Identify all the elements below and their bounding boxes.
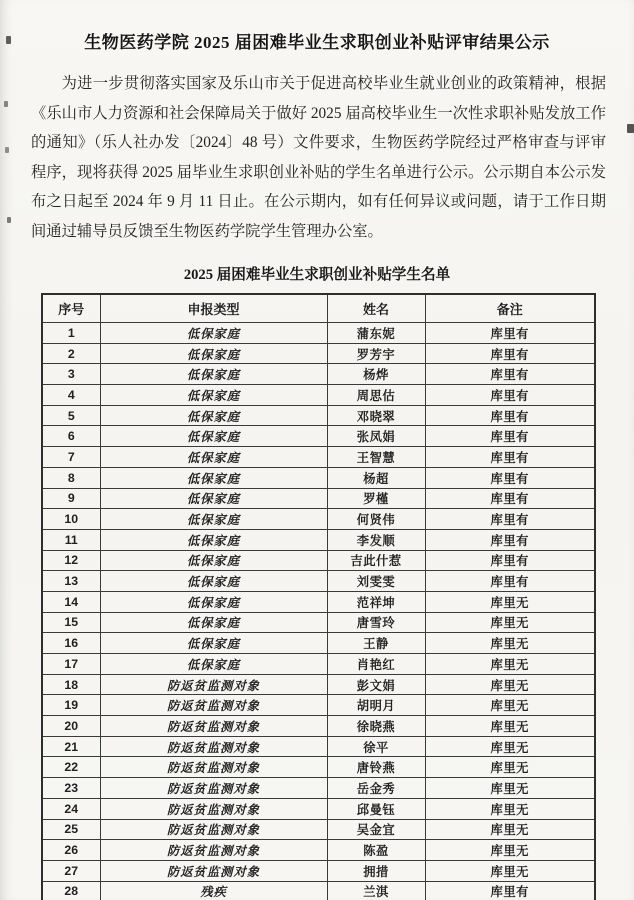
- table-row: [42, 674, 595, 695]
- cell-apply-type: 防返贫监测对象: [100, 778, 327, 799]
- cell-apply-type: 低保家庭: [100, 426, 327, 447]
- table-row: [42, 633, 595, 654]
- table-row: [42, 612, 595, 633]
- cell-student-name: 兰淇: [327, 881, 425, 900]
- cell-remark: 库里有: [425, 550, 595, 571]
- cell-apply-type: 防返贫监测对象: [100, 716, 327, 737]
- cell-student-name: 罗槿: [327, 488, 425, 509]
- cell-remark: 库里无: [425, 633, 595, 654]
- cell-student-name: 李发顺: [327, 529, 425, 550]
- cell-index: 4: [42, 385, 100, 406]
- table-row: [42, 426, 595, 447]
- cell-index: 18: [42, 674, 100, 695]
- cell-apply-type: 防返贫监测对象: [100, 736, 327, 757]
- cell-apply-type: 防返贫监测对象: [100, 695, 327, 716]
- table-row: [42, 405, 595, 426]
- cell-remark: 库里无: [425, 674, 595, 695]
- cell-remark: 库里无: [425, 654, 595, 675]
- cell-apply-type: 低保家庭: [100, 591, 327, 612]
- table-header: [42, 294, 595, 323]
- cell-apply-type: 防返贫监测对象: [100, 798, 327, 819]
- cell-index: 23: [42, 778, 100, 799]
- cell-apply-type: 低保家庭: [100, 364, 327, 385]
- cell-remark: 库里无: [425, 591, 595, 612]
- header-row: [42, 294, 595, 323]
- cell-remark: 库里无: [425, 736, 595, 757]
- cell-index: 2: [42, 343, 100, 364]
- cell-index: 11: [42, 529, 100, 550]
- cell-remark: 库里无: [425, 716, 595, 737]
- cell-student-name: 张凤娟: [327, 426, 425, 447]
- cell-student-name: 唐铃燕: [327, 757, 425, 778]
- cell-apply-type: 低保家庭: [100, 654, 327, 675]
- cell-index: 6: [42, 426, 100, 447]
- cell-apply-type: 低保家庭: [100, 343, 327, 364]
- table-body: [42, 323, 595, 900]
- cell-student-name: 杨超: [327, 467, 425, 488]
- cell-student-name: 周思估: [327, 385, 425, 406]
- cell-remark: 库里有: [425, 509, 595, 530]
- table-title: 2025 届困难毕业生求职创业补贴学生名单: [183, 267, 451, 283]
- table-row: [42, 716, 595, 737]
- cell-remark: 库里有: [425, 385, 595, 406]
- table-row: [42, 529, 595, 550]
- cell-remark: 库里无: [425, 695, 595, 716]
- cell-index: 14: [42, 591, 100, 612]
- cell-index: 9: [42, 488, 100, 509]
- cell-apply-type: 低保家庭: [100, 467, 327, 488]
- cell-index: 3: [42, 364, 100, 385]
- cell-remark: 库里有: [425, 467, 595, 488]
- cell-index: 21: [42, 736, 100, 757]
- cell-remark: 库里有: [425, 488, 595, 509]
- cell-apply-type: 防返贫监测对象: [100, 674, 327, 695]
- table-row: [42, 819, 595, 840]
- table-row: [42, 343, 595, 364]
- cell-student-name: 肖艳红: [327, 654, 425, 675]
- cell-remark: 库里有: [425, 529, 595, 550]
- cell-remark: 库里无: [425, 612, 595, 633]
- cell-student-name: 吉此什惹: [327, 550, 425, 571]
- table-row: [42, 654, 595, 675]
- table-row: [42, 860, 595, 881]
- cell-remark: 库里无: [425, 840, 595, 861]
- cell-apply-type: 低保家庭: [100, 529, 327, 550]
- cell-remark: 库里有: [425, 571, 595, 592]
- cell-index: 16: [42, 633, 100, 654]
- cell-remark: 库里有: [425, 447, 595, 468]
- scan-artifact: [4, 101, 8, 107]
- cell-index: 12: [42, 550, 100, 571]
- table-row: [42, 447, 595, 468]
- cell-student-name: 范祥坤: [327, 591, 425, 612]
- cell-index: 17: [42, 654, 100, 675]
- column-header-2: 姓名: [327, 294, 425, 323]
- cell-remark: 库里有: [425, 426, 595, 447]
- table-row: [42, 840, 595, 861]
- cell-apply-type: 低保家庭: [100, 633, 327, 654]
- column-header-3: 备注: [425, 294, 595, 323]
- cell-apply-type: 低保家庭: [100, 385, 327, 406]
- cell-apply-type: 低保家庭: [100, 405, 327, 426]
- cell-student-name: 蒲东妮: [327, 323, 425, 344]
- cell-student-name: 吴金宜: [327, 819, 425, 840]
- table-row: [42, 778, 595, 799]
- cell-index: 10: [42, 509, 100, 530]
- cell-index: 22: [42, 757, 100, 778]
- cell-remark: 库里有: [425, 405, 595, 426]
- cell-index: 28: [42, 881, 100, 900]
- cell-student-name: 拥措: [327, 860, 425, 881]
- cell-apply-type: 低保家庭: [100, 550, 327, 571]
- page-title: 生物医药学院 2025 届困难毕业生求职创业补贴评审结果公示: [84, 33, 550, 52]
- table-row: [42, 591, 595, 612]
- cell-remark: 库里有: [425, 343, 595, 364]
- cell-index: 13: [42, 571, 100, 592]
- cell-student-name: 徐平: [327, 736, 425, 757]
- cell-student-name: 邓晓翠: [327, 405, 425, 426]
- table-row: [42, 736, 595, 757]
- table-row: [42, 488, 595, 509]
- cell-remark: 库里无: [425, 798, 595, 819]
- cell-index: 26: [42, 840, 100, 861]
- cell-student-name: 王智慧: [327, 447, 425, 468]
- cell-index: 19: [42, 695, 100, 716]
- table-row: [42, 798, 595, 819]
- cell-apply-type: 低保家庭: [100, 571, 327, 592]
- cell-apply-type: 低保家庭: [100, 447, 327, 468]
- cell-index: 24: [42, 798, 100, 819]
- cell-remark: 库里无: [425, 778, 595, 799]
- cell-index: 25: [42, 819, 100, 840]
- cell-apply-type: 防返贫监测对象: [100, 840, 327, 861]
- cell-student-name: 罗芳宇: [327, 343, 425, 364]
- cell-apply-type: 低保家庭: [100, 509, 327, 530]
- cell-remark: 库里有: [425, 881, 595, 900]
- cell-apply-type: 残疾: [100, 881, 327, 900]
- cell-apply-type: 防返贫监测对象: [100, 819, 327, 840]
- cell-index: 5: [42, 405, 100, 426]
- cell-remark: 库里无: [425, 757, 595, 778]
- table-row: [42, 323, 595, 344]
- scan-artifact: [627, 124, 634, 133]
- table-row: [42, 509, 595, 530]
- cell-apply-type: 低保家庭: [100, 612, 327, 633]
- cell-index: 27: [42, 860, 100, 881]
- subsidy-student-table: [41, 293, 596, 900]
- cell-remark: 库里有: [425, 323, 595, 344]
- cell-index: 7: [42, 447, 100, 468]
- column-header-1: 申报类型: [100, 294, 327, 323]
- cell-student-name: 杨烨: [327, 364, 425, 385]
- column-header-0: 序号: [42, 294, 100, 323]
- table-row: [42, 550, 595, 571]
- cell-index: 8: [42, 467, 100, 488]
- cell-student-name: 胡明月: [327, 695, 425, 716]
- table-row: [42, 695, 595, 716]
- cell-index: 20: [42, 716, 100, 737]
- cell-remark: 库里无: [425, 819, 595, 840]
- cell-apply-type: 低保家庭: [100, 323, 327, 344]
- cell-apply-type: 低保家庭: [100, 488, 327, 509]
- table-row: [42, 364, 595, 385]
- cell-student-name: 何贤伟: [327, 509, 425, 530]
- cell-apply-type: 防返贫监测对象: [100, 860, 327, 881]
- table-row: [42, 881, 595, 900]
- cell-student-name: 刘雯雯: [327, 571, 425, 592]
- cell-student-name: 彭文娟: [327, 674, 425, 695]
- cell-student-name: 陈盈: [327, 840, 425, 861]
- table-row: [42, 757, 595, 778]
- cell-index: 1: [42, 323, 100, 344]
- announcement-paragraph: 为进一步贯彻落实国家及乐山市关于促进高校毕业生就业创业的政策精神，根据《乐山市人力资源和社会保障局关于做好 2025 届高校毕业生一次性求职补贴发放工作的通知》（乐人社办发〔2024〕48 号）文件要求，生物医药学院经过严格审查与评审程序，现将获得 2025 届毕业生求职创业补贴的学生名单进行公示。公示期自本公示发布之日起至 2024 年 9 月 11 日止。在公示期内，如有任何异议或问题，请于工作日期间通过辅导员反馈至生物医药学院学生管理办公室。: [31, 75, 606, 240]
- scan-artifact: [5, 147, 9, 153]
- scan-artifact: [7, 217, 11, 223]
- cell-student-name: 岳金秀: [327, 778, 425, 799]
- cell-index: 15: [42, 612, 100, 633]
- cell-student-name: 徐晓燕: [327, 716, 425, 737]
- cell-remark: 库里有: [425, 364, 595, 385]
- table-row: [42, 571, 595, 592]
- cell-student-name: 邱曼钰: [327, 798, 425, 819]
- cell-remark: 库里无: [425, 860, 595, 881]
- cell-student-name: 唐雪玲: [327, 612, 425, 633]
- table-row: [42, 385, 595, 406]
- cell-apply-type: 防返贫监测对象: [100, 757, 327, 778]
- cell-student-name: 王静: [327, 633, 425, 654]
- table-row: [42, 467, 595, 488]
- scan-artifact: [6, 36, 11, 44]
